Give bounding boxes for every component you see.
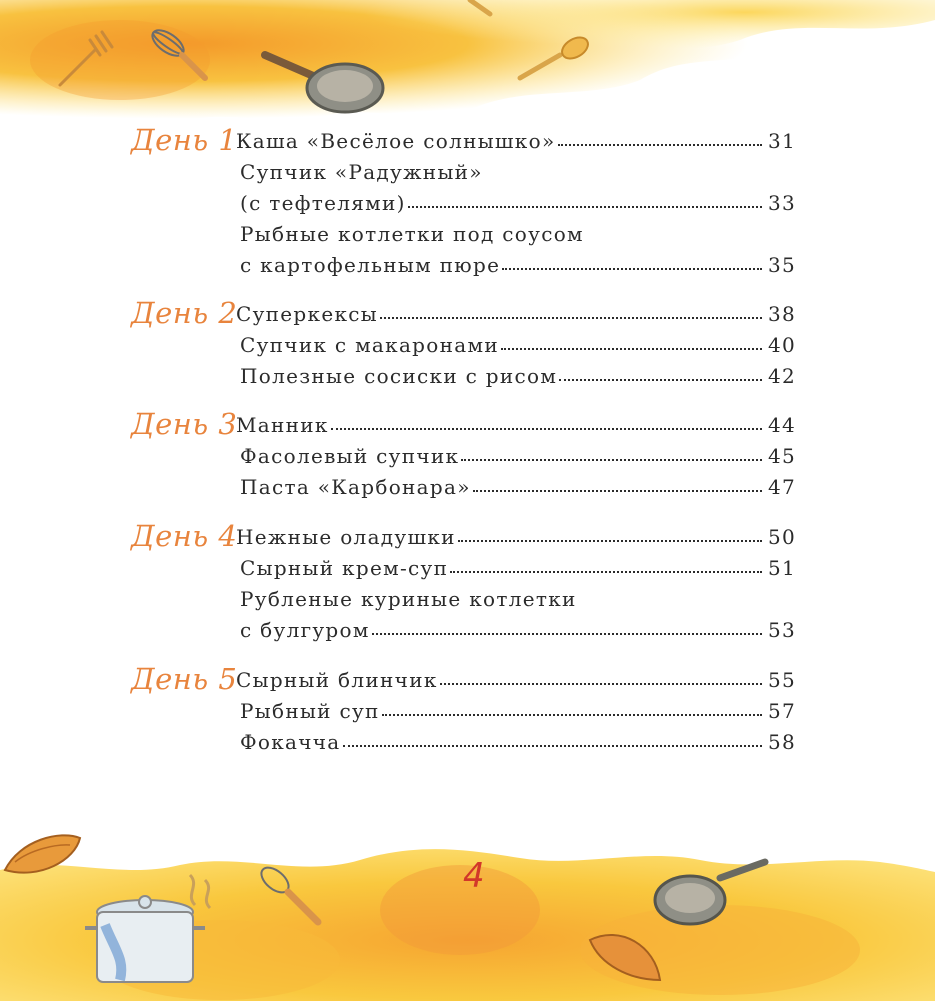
toc-entry-title: Паста «Карбонара» <box>240 475 471 499</box>
toc-entry[interactable] <box>240 222 796 285</box>
dot-leader <box>372 628 762 635</box>
toc-entry[interactable] <box>236 129 796 161</box>
toc-entry-title: Полезные сосиски с рисом <box>240 364 558 388</box>
day-label: День 3 <box>131 407 238 441</box>
toc-entry-title: Фасолевый супчик <box>240 444 460 468</box>
toc-page-number: 55 <box>767 668 796 692</box>
toc-entry-title: Фокачча <box>240 730 341 754</box>
day-label: День 2 <box>131 296 238 330</box>
toc-page-number: 44 <box>767 413 796 437</box>
toc-entry[interactable] <box>240 699 796 731</box>
dot-leader <box>440 678 762 685</box>
toc-entry[interactable] <box>240 364 796 396</box>
dot-leader <box>382 709 762 716</box>
dot-leader <box>408 201 762 208</box>
toc-page-number: 45 <box>767 444 796 468</box>
toc-entry-title: Сырный крем-суп <box>240 556 449 580</box>
toc-page-number: 42 <box>767 364 796 388</box>
toc-entry-title-line: Рыбные котлетки под соусом <box>240 222 584 246</box>
toc-entry[interactable] <box>236 413 796 445</box>
dot-leader <box>473 485 762 492</box>
toc-page-number: 31 <box>767 129 796 153</box>
toc-entry-title: с булгуром <box>240 618 370 642</box>
toc-page-number: 40 <box>767 333 796 357</box>
toc-entry-title: Каша «Весёлое солнышко» <box>236 129 556 153</box>
toc-entry-title: (с тефтелями) <box>240 191 406 215</box>
dot-leader <box>559 374 762 381</box>
bottom-watercolor-banner <box>0 800 935 1001</box>
day-label: День 4 <box>131 519 238 553</box>
dot-leader <box>450 566 762 573</box>
toc-page-number: 58 <box>767 730 796 754</box>
toc-entry-title-line: Супчик «Радужный» <box>240 160 483 184</box>
dot-leader <box>458 535 762 542</box>
page-number: 4 <box>463 856 485 896</box>
toc-page-number: 38 <box>767 302 796 326</box>
toc-page-number: 47 <box>767 475 796 499</box>
toc-entry[interactable] <box>240 475 796 507</box>
dot-leader <box>380 312 762 319</box>
day-label: День 5 <box>131 662 238 696</box>
day-label: День 1 <box>131 123 238 157</box>
toc-page-number: 57 <box>767 699 796 723</box>
dot-leader <box>502 263 762 270</box>
toc-page-number: 33 <box>767 191 796 215</box>
toc-page-number: 35 <box>767 253 796 277</box>
dot-leader <box>501 343 762 350</box>
dot-leader <box>558 139 762 146</box>
dot-leader <box>343 740 762 747</box>
toc-entry-title: Манник <box>236 413 329 437</box>
toc-page-number: 53 <box>767 618 796 642</box>
toc-entry[interactable] <box>240 730 796 762</box>
toc-entry-title: Супчик с макаронами <box>240 333 499 357</box>
toc-entry[interactable] <box>236 668 796 700</box>
toc-entry-title-line: Рубленые куриные котлетки <box>240 587 577 611</box>
toc-entry-title: Суперкексы <box>236 302 378 326</box>
toc-entry-title: Рыбный суп <box>240 699 380 723</box>
toc-entry[interactable] <box>240 160 796 223</box>
toc-entry-title: с картофельным пюре <box>240 253 501 277</box>
toc-entry[interactable] <box>240 587 796 650</box>
toc-entry[interactable] <box>240 333 796 365</box>
toc-page-number: 51 <box>767 556 796 580</box>
toc-entry-title: Сырный блинчик <box>236 668 438 692</box>
dot-leader <box>331 423 762 430</box>
toc-entry[interactable] <box>240 444 796 476</box>
toc-entry[interactable] <box>240 556 796 588</box>
toc-entry[interactable] <box>236 302 796 334</box>
dot-leader <box>461 454 762 461</box>
toc-entry-title: Нежные оладушки <box>236 525 456 549</box>
toc-page-number: 50 <box>767 525 796 549</box>
toc-entry[interactable] <box>236 525 796 557</box>
